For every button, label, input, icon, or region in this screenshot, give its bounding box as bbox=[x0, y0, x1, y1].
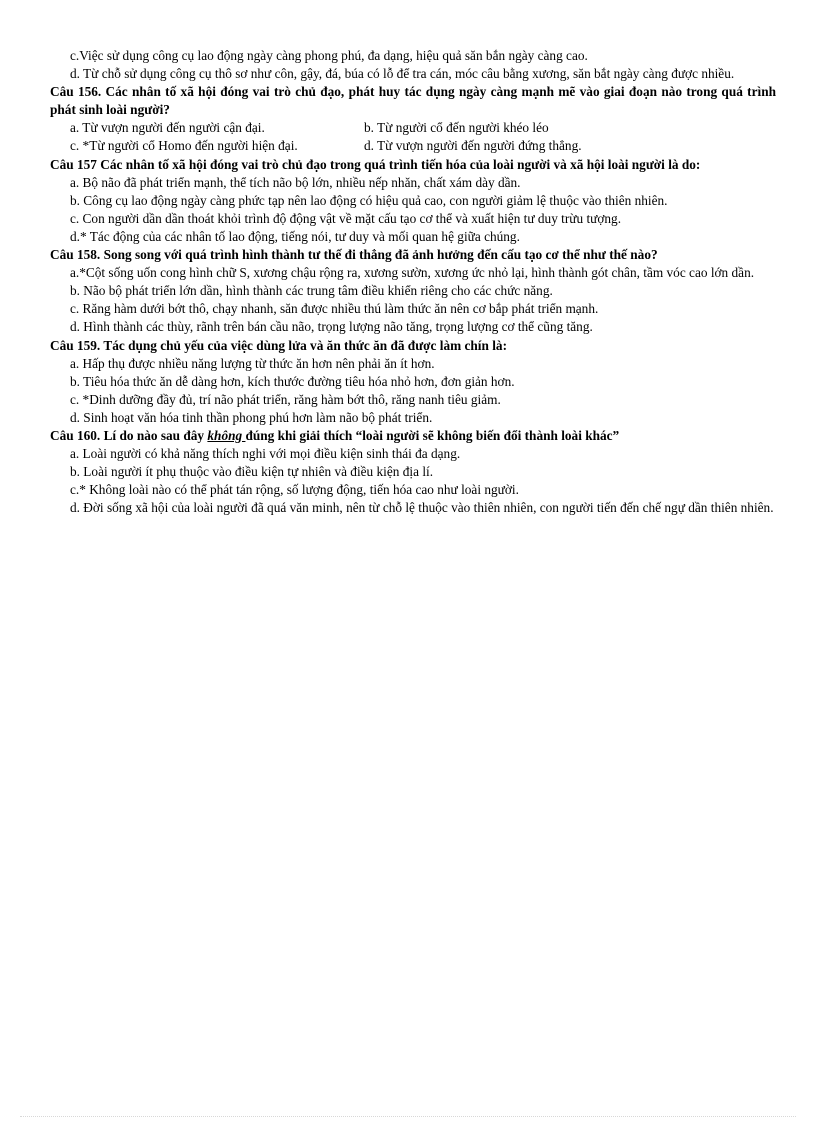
question-156-options-row-1 bbox=[50, 119, 776, 137]
option-b: b. Từ người cổ đến người khéo léo bbox=[364, 120, 549, 136]
option-b: b. Tiêu hóa thức ăn dễ dàng hơn, kích thước đường tiêu hóa nhỏ hơn, đơn giản hơn. bbox=[70, 373, 515, 389]
option-c: c. Con người dần dần thoát khỏi trình độ động vật về mặt cấu tạo cơ thể và xuất hiện tư duy trừu tượng. bbox=[70, 210, 622, 226]
option-d: d. Hình thành các thùy, rãnh trên bán cầu não, trọng lượng não tăng, trọng lượng cơ thể cũng tăng. bbox=[70, 319, 593, 335]
question-156-options-row-2 bbox=[50, 137, 776, 155]
option-d: d. Sinh hoạt văn hóa tinh thần phong phú hơn làm não bộ phát triển. bbox=[70, 409, 433, 425]
option-b: b. Loài người ít phụ thuộc vào điều kiện tự nhiên và điều kiện địa lí. bbox=[70, 464, 434, 480]
option-d: d. Từ vượn người đến người đứng thẳng. bbox=[364, 138, 582, 154]
question-159-title: Câu 159. Tác dụng chủ yếu của việc dùng lửa và ăn thức ăn đã được làm chín là: bbox=[50, 337, 507, 353]
question-160-title bbox=[50, 427, 776, 445]
option-c: c. Răng hàm dưới bớt thô, chạy nhanh, săn được nhiều thú làm thức ăn nên cơ bắp phát triển mạnh. bbox=[70, 301, 599, 317]
option-a: a. Từ vượn người đến người cận đại. bbox=[70, 120, 265, 136]
question-158-title: Câu 158. Song song với quá trình hình thành tư thế đi thẳng đã ảnh hưởng đến cấu tạo cơ thể như thế nào? bbox=[50, 247, 658, 263]
emphasis-negation: không bbox=[207, 427, 246, 443]
question-160-title-start: Câu 160. Lí do nào sau đây bbox=[50, 427, 208, 443]
option-d: d. Đời sống xã hội của loài người đã quá văn minh, nên từ chỗ lệ thuộc vào thiên nhiên, con người tiến đến chế ngự dần thiên nhiên. bbox=[70, 500, 774, 516]
option-d: d.* Tác động của các nhân tố lao động, tiếng nói, tư duy và mối quan hệ giữa chúng. bbox=[70, 228, 520, 244]
option-a: a.*Cột sống uốn cong hình chữ S, xương chậu rộng ra, xương sườn, xương ức nhỏ lại, hình thành gót chân, tầm vóc cao lớn dần. bbox=[70, 265, 755, 281]
document-page bbox=[50, 47, 776, 517]
option-c: c. *Dinh dưỡng đầy đủ, trí não phát triển, răng hàm bớt thô, răng nanh tiêu giảm. bbox=[70, 391, 501, 407]
option-d-prev: d. Từ chỗ sử dụng công cụ thô sơ như côn, gậy, đá, búa có lỗ để tra cán, móc câu bằng xương, săn bắt ngày càng được nhiều. bbox=[70, 66, 735, 82]
question-156-title: Câu 156. Các nhân tố xã hội đóng vai trò chủ đạo, phát huy tác dụng ngày càng mạnh mẽ vào giai đoạn nào trong quá trình phát sinh loài người? bbox=[50, 84, 776, 118]
option-c: c. *Từ người cổ Homo đến người hiện đại. bbox=[70, 138, 298, 154]
option-c: c.* Không loài nào có thể phát tán rộng, số lượng động, tiến hóa cao như loài người. bbox=[70, 482, 519, 498]
option-b: b. Não bộ phát triển lớn dần, hình thành các trung tâm điều khiển riêng cho các chức năng. bbox=[70, 283, 553, 299]
question-157-title: Câu 157 Các nhân tố xã hội đóng vai trò chủ đạo trong quá trình tiến hóa của loài người và xã hội loài người là do: bbox=[50, 156, 701, 172]
question-160-title-end: đúng khi giải thích “loài người sẽ không biến đổi thành loài khác” bbox=[245, 427, 620, 443]
option-a: a. Loài người có khả năng thích nghi với mọi điều kiện sinh thái đa dạng. bbox=[70, 446, 461, 462]
page-bottom-divider bbox=[20, 1116, 796, 1117]
option-a: a. Bộ não đã phát triển mạnh, thể tích não bộ lớn, nhiều nếp nhăn, chất xám dày dần. bbox=[70, 174, 521, 190]
option-c-prev: c.Việc sử dụng công cụ lao động ngày càng phong phú, đa dạng, hiệu quả săn bắn ngày càng cao. bbox=[70, 48, 588, 63]
option-b: b. Công cụ lao động ngày càng phức tạp nên lao động có hiệu quả cao, con người giảm lệ thuộc vào thiên nhiên. bbox=[70, 192, 668, 208]
option-a: a. Hấp thụ được nhiều năng lượng từ thức ăn hơn nên phải ăn ít hơn. bbox=[70, 355, 435, 371]
